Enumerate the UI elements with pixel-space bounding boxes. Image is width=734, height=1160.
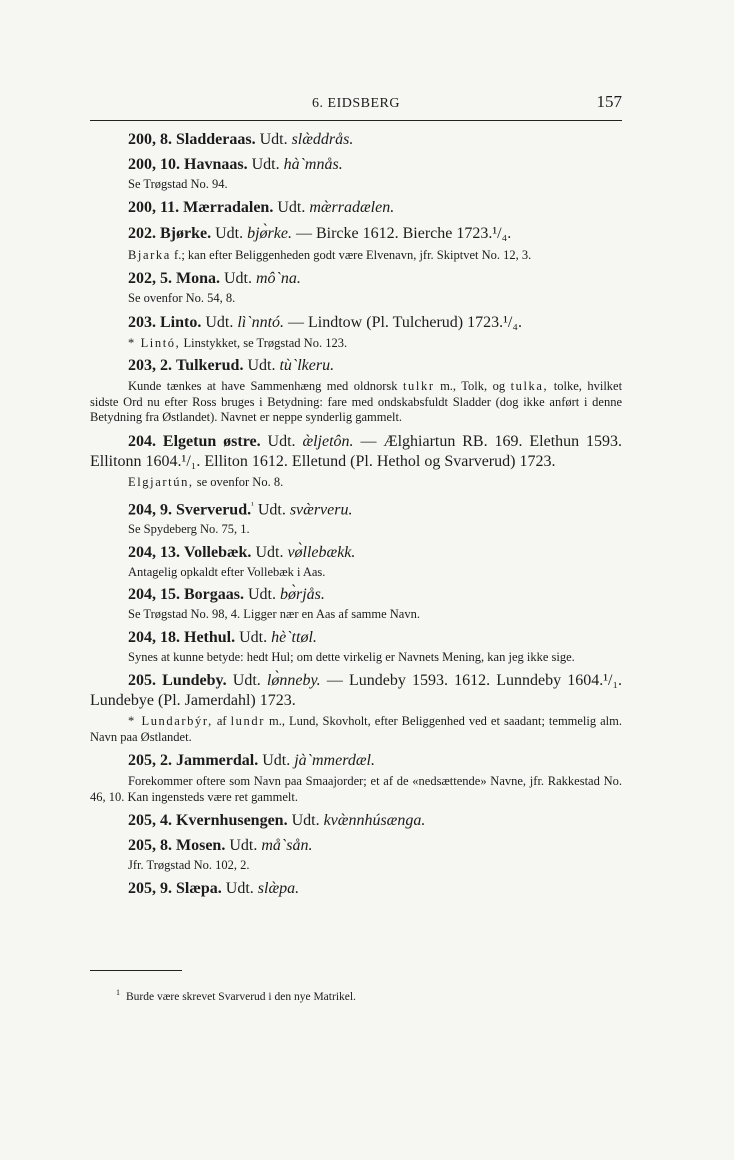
entry-note: Se Trøgstad No. 94. bbox=[128, 177, 228, 191]
entry-name: Linto. bbox=[160, 313, 202, 331]
entry-pronunciation: slæ̀ddrås. bbox=[291, 131, 354, 148]
note-text: se ovenfor No. 8. bbox=[196, 474, 284, 489]
entry-udt: Udt. bbox=[205, 313, 234, 331]
entry-name: Kvernhusengen. bbox=[176, 812, 288, 830]
entry-number: 205, 9. bbox=[128, 879, 172, 897]
entry-udt: Udt. bbox=[259, 131, 288, 148]
entry-pronunciation: lì`nntó. bbox=[237, 313, 285, 331]
etymology-note bbox=[90, 248, 622, 264]
note-text: Linstykket, se Trøgstad No. 123. bbox=[183, 335, 348, 350]
entry bbox=[90, 224, 622, 244]
entry bbox=[90, 313, 622, 333]
entry-pronunciation: mô`na. bbox=[256, 270, 301, 287]
entry-historical-forms: — Ælghiartun RB. 169. Elethun 1593. Ellitonn 1604.¹/₁. Elliton 1612. Elletund (Pl. Hethol og Svarverud) 1723. bbox=[90, 432, 623, 470]
note-text: m., Tolk, og bbox=[440, 379, 506, 393]
entry-udt: Udt. bbox=[215, 224, 244, 242]
entry-note: Antagelig opkaldt efter Vollebæk i Aas. bbox=[128, 564, 326, 579]
entry-name: Mosen. bbox=[176, 837, 226, 855]
entry-pronunciation: hè`ttøl. bbox=[271, 628, 317, 646]
old-form: tulkr bbox=[402, 379, 435, 393]
entry-name: Lundeby. bbox=[162, 672, 227, 690]
entry-pronunciation: kvæ̀nnhúsænga. bbox=[323, 812, 426, 830]
entry-name: Mona. bbox=[176, 270, 220, 287]
entry-name: Jammerdal. bbox=[176, 752, 259, 770]
entry-historical-forms: — Lindtow (Pl. Tulcherud) 1723.¹/₄. bbox=[288, 313, 522, 331]
entry-pronunciation: hà`mnås. bbox=[283, 156, 343, 173]
entry-number: 205, 8. bbox=[128, 837, 172, 855]
entry-udt: Udt. bbox=[225, 879, 254, 897]
entry-name: Sververud. bbox=[176, 501, 252, 519]
entry-number: 200, 8. bbox=[128, 131, 172, 148]
footnote-text: Burde være skrevet Svarverud i den nye Matrikel. bbox=[126, 990, 356, 1003]
entry bbox=[90, 585, 622, 605]
entry-name: Sladderaas. bbox=[176, 131, 256, 148]
entry bbox=[90, 155, 622, 175]
entry-number: 205, 4. bbox=[128, 812, 172, 830]
entry-number: 205, 2. bbox=[128, 752, 172, 770]
note-text: f.; kan efter Beliggenheden godt være Elvenavn, jfr. Skiptvet No. 12, 3. bbox=[174, 247, 532, 262]
entry-name: Tulkerud. bbox=[176, 357, 244, 374]
entry bbox=[90, 811, 622, 831]
entry-historical-forms: — Lundeby 1593. 1612. Lunndeby 1604.¹/₁. Lundebye (Pl. Jamerdahl) 1723. bbox=[90, 672, 623, 710]
entry-udt: Udt. bbox=[251, 156, 280, 173]
entry-name: Elgetun østre. bbox=[162, 432, 261, 450]
entry-pronunciation: jà`mmerdæl. bbox=[294, 752, 375, 770]
entry bbox=[90, 751, 622, 771]
page-number: 157 bbox=[596, 92, 622, 111]
entry-historical-forms: — Bircke 1612. Bierche 1723.¹/₄. bbox=[295, 224, 512, 242]
entry bbox=[90, 836, 622, 856]
entry bbox=[90, 495, 622, 520]
entry-name: Mærradalen. bbox=[183, 198, 274, 216]
entry-udt: Udt. bbox=[267, 432, 296, 450]
entry-number: 200, 11. bbox=[128, 198, 180, 216]
old-form: Elgjartún, bbox=[128, 474, 194, 489]
entry-udt: Udt. bbox=[239, 628, 268, 646]
etymology-note bbox=[90, 336, 622, 352]
entry-udt: Udt. bbox=[247, 357, 276, 374]
note-text: af bbox=[216, 714, 227, 729]
entry-udt: Udt. bbox=[255, 543, 284, 561]
entry-udt: Udt. bbox=[229, 837, 258, 855]
entry-pronunciation: vø̀llebækk. bbox=[287, 543, 356, 561]
note-text: Kunde tænkes at have Sammenhæng med oldnorsk bbox=[128, 379, 398, 393]
footnote bbox=[116, 988, 356, 1003]
entry-number: 202. bbox=[128, 224, 156, 242]
entry-name: Slæpa. bbox=[176, 879, 222, 897]
entry-note: Se ovenfor No. 54, 8. bbox=[128, 291, 236, 305]
entry-name: Bjørke. bbox=[160, 224, 212, 242]
entry-pronunciation: æ̀ljetôn. bbox=[302, 432, 354, 450]
entry-udt: Udt. bbox=[291, 812, 320, 830]
entry-udt: Udt. bbox=[232, 672, 261, 690]
entry-note: Se Spydeberg No. 75, 1. bbox=[128, 522, 250, 537]
footnote-number: 1 bbox=[116, 988, 120, 997]
entry-pronunciation: bø̀rjås. bbox=[280, 586, 325, 604]
entry-pronunciation: mæ̀rradælen. bbox=[309, 198, 395, 216]
entry-note: Forekommer oftere som Navn paa Smaajorder; et af de «nedsættende» Navne, jfr. Rakkestad No. 46, 10. Kan ingensteds være ret gammelt. bbox=[90, 774, 622, 804]
entry-number: 204, 15. bbox=[128, 586, 180, 604]
entry-udt: Udt. bbox=[262, 752, 291, 770]
entry-number: 204, 18. bbox=[128, 628, 180, 646]
footnote-marker: ¹ bbox=[251, 500, 254, 510]
entry-name: Havnaas. bbox=[184, 156, 248, 173]
old-form: Bjarka bbox=[128, 247, 171, 262]
entry-pronunciation: tù`lkeru. bbox=[279, 357, 335, 374]
entry-note: Synes at kunne betyde: hedt Hul; om dette virkelig er Navnets Mening, kan jeg ikke sige. bbox=[128, 649, 575, 664]
entry-number: 204, 9. bbox=[128, 501, 172, 519]
entry-number: 202, 5. bbox=[128, 270, 172, 287]
entry-note: Jfr. Trøgstad No. 102, 2. bbox=[128, 858, 250, 873]
header-title: 6. EIDSBERG bbox=[312, 96, 400, 111]
entry bbox=[90, 432, 622, 472]
old-form: * Lundarbýr, bbox=[128, 714, 213, 729]
footnote-divider bbox=[90, 970, 182, 971]
entry-pronunciation: lø̀nneby. bbox=[266, 672, 321, 690]
etymology-note bbox=[90, 714, 622, 745]
etymology-note bbox=[90, 475, 622, 491]
entry-pronunciation: svæ̀rveru. bbox=[289, 501, 353, 519]
entry-udt: Udt. bbox=[257, 501, 286, 519]
entry-number: 204, 13. bbox=[128, 543, 180, 561]
old-form: tulka, bbox=[510, 379, 549, 393]
entry bbox=[90, 879, 622, 899]
entry-udt: Udt. bbox=[224, 270, 252, 287]
entry bbox=[90, 628, 622, 648]
entry-pronunciation: slæ̀pa. bbox=[257, 879, 300, 897]
note-text: m., Lund, Skovholt, efter Beliggenhed ved et saadant; temmelig alm. Navn paa Østlandet. bbox=[90, 714, 623, 744]
entry-number: 203, 2. bbox=[128, 357, 172, 374]
entry bbox=[90, 356, 622, 376]
note-text: tolke, hvilket sidste Ord nu efter Ross bruges i Betydning: fare med ondskabsfuldt Sladder (dog ikke anført i denne Betydning fra Østlandet). Navnet er neppe synderlig gammelt. bbox=[90, 379, 623, 424]
entry-number: 203. bbox=[128, 313, 156, 331]
entry bbox=[90, 269, 622, 289]
page-content bbox=[90, 128, 622, 899]
entry-udt: Udt. bbox=[277, 198, 306, 216]
entry-name: Vollebæk. bbox=[184, 543, 252, 561]
entry-number: 205. bbox=[128, 672, 156, 690]
entry-name: Hethul. bbox=[184, 628, 236, 646]
entry-name: Borgaas. bbox=[184, 586, 244, 604]
entry bbox=[90, 543, 622, 563]
entry bbox=[90, 198, 622, 218]
entry bbox=[90, 671, 622, 711]
entry-pronunciation: må`sån. bbox=[261, 837, 313, 855]
old-form: lundr bbox=[230, 714, 265, 729]
entry-pronunciation: bjø̀rke. bbox=[247, 224, 292, 242]
entry-udt: Udt. bbox=[248, 586, 276, 604]
etymology-note bbox=[90, 379, 622, 426]
old-form: * Lintó, bbox=[128, 335, 181, 350]
running-header bbox=[90, 94, 622, 121]
entry-number: 200, 10. bbox=[128, 156, 180, 173]
entry-number: 204. bbox=[128, 432, 156, 450]
entry bbox=[90, 130, 622, 150]
entry-note: Se Trøgstad No. 98, 4. Ligger nær en Aas af samme Navn. bbox=[128, 607, 420, 622]
